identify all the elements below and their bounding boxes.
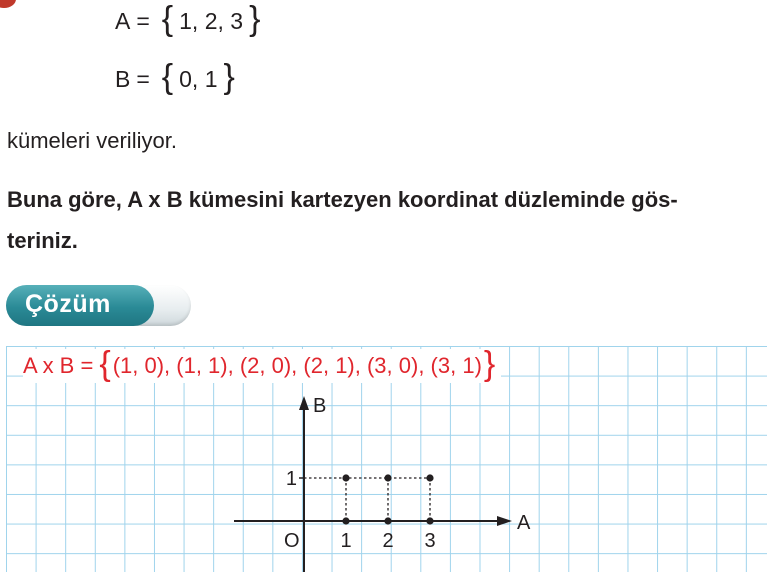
result-prefix: A x B =	[23, 353, 94, 378]
close-brace-icon: }	[223, 58, 235, 96]
set-b-equals: =	[136, 65, 150, 92]
x-axis-arrow-icon	[497, 516, 512, 526]
x-tick-label: 2	[382, 530, 394, 552]
y-axis-label: B	[313, 395, 327, 417]
solution-badge-label: Çözüm	[25, 290, 111, 318]
question-line-2: teriniz.	[7, 228, 78, 253]
data-point	[426, 517, 433, 524]
data-point	[384, 517, 391, 524]
open-brace-icon: {	[161, 0, 174, 38]
data-point	[342, 517, 349, 524]
set-a-equals: =	[136, 7, 150, 34]
close-brace-icon: }	[249, 0, 261, 38]
y-axis-arrow-icon	[299, 396, 309, 410]
open-brace-icon: {	[99, 345, 111, 383]
set-a-elements: 1, 2, 3	[179, 7, 244, 34]
open-brace-icon: {	[161, 58, 174, 96]
y-tick-label: 1	[285, 468, 297, 490]
data-point	[342, 474, 349, 481]
x-tick-label: 3	[424, 530, 436, 552]
x-axis-label: A	[517, 512, 531, 534]
result-elements: (1, 0), (1, 1), (2, 0), (2, 1), (3, 0), (3, 1)	[112, 353, 482, 378]
data-point	[426, 474, 433, 481]
x-tick-label: 1	[340, 530, 352, 552]
origin-label: O	[284, 530, 300, 552]
set-b-name: B	[115, 65, 131, 92]
set-a-name: A	[115, 7, 131, 34]
close-brace-icon: }	[483, 345, 496, 383]
set-b-elements: 0, 1	[179, 65, 218, 92]
data-point	[384, 474, 391, 481]
question-line-1: Buna göre, A x B kümesini kartezyen koordinat düzleminde gös-	[7, 187, 678, 212]
given-text: kümeleri veriliyor.	[7, 128, 177, 153]
